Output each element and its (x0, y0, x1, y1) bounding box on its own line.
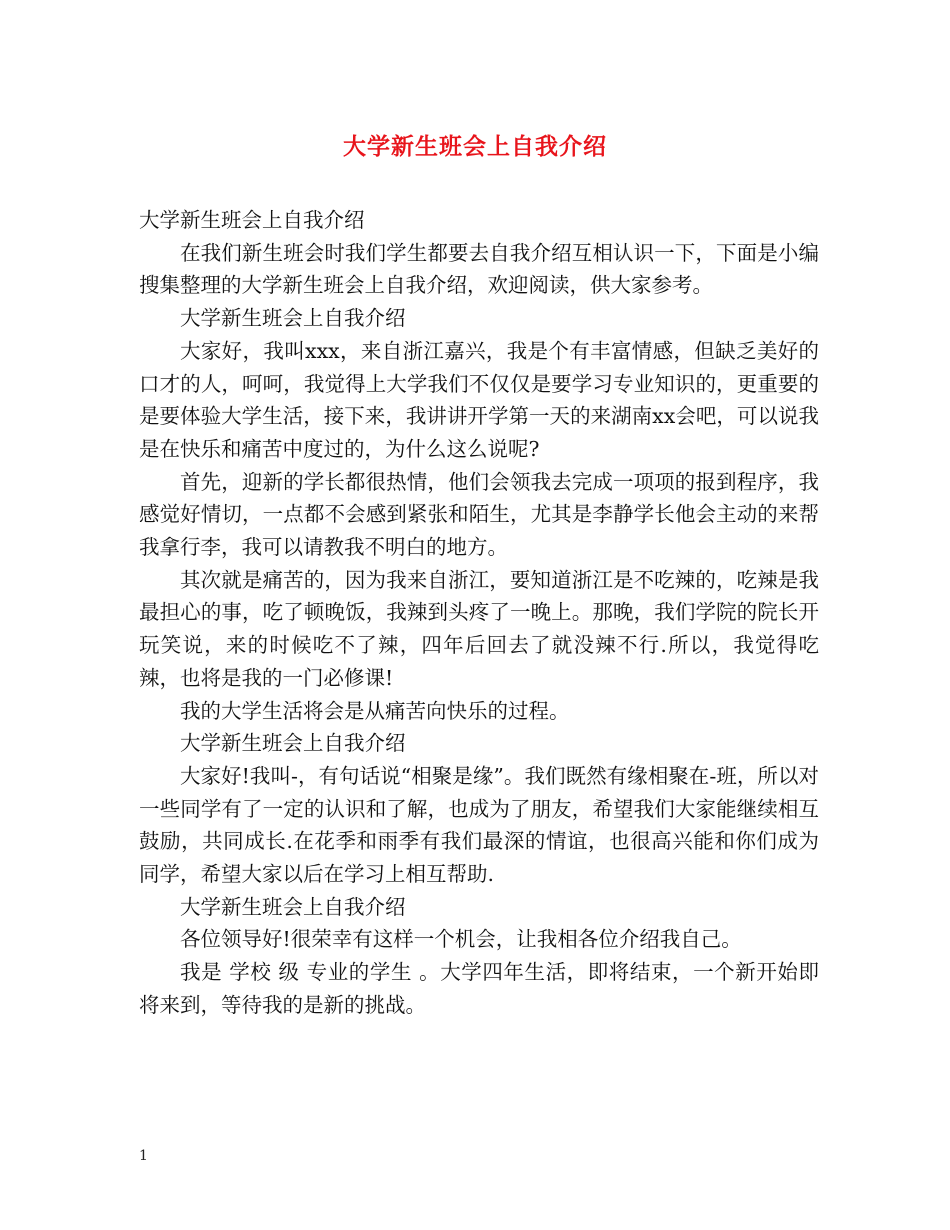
paragraph: 大家好!我叫-，有句话说“相聚是缘”。我们既然有缘相聚在-班，所以对一些同学有了一定的认识和了解，也成为了朋友，希望我们大家能继续相互鼓励，共同成长.在花季和雨季有我们最深的情谊，也很高兴能和你们成为同学，希望大家以后在学习上相互帮助. (139, 763, 819, 887)
paragraph: 首先，迎新的学长都很热情，他们会领我去完成一项项的报到程序，我感觉好情切，一点都不会感到紧张和陌生，尤其是李静学长他会主动的来帮我拿行李，我可以请教我不明白的地方。 (139, 469, 819, 560)
paragraph: 其次就是痛苦的，因为我来自浙江，要知道浙江是不吃辣的，吃辣是我最担心的事，吃了顿晚饭，我辣到头疼了一晚上。那晚，我们学院的院长开玩笑说，来的时候吃不了辣，四年后回去了就没辣不行.所以，我觉得吃辣，也将是我的一门必修课! (139, 567, 819, 690)
paragraph: 大学新生班会上自我介绍 (180, 306, 406, 331)
paragraph: 大学新生班会上自我介绍 (180, 731, 406, 756)
document-body (139, 204, 819, 1022)
paragraph: 在我们新生班会时我们学生都要去自我介绍互相认识一下，下面是小编搜集整理的大学新生班会上自我介绍，欢迎阅读，供大家参考。 (139, 240, 819, 298)
paragraph: 我的大学生活将会是从痛苦向快乐的过程。 (180, 698, 570, 723)
paragraph: 大家好，我叫xxx，来自浙江嘉兴，我是个有丰富情感，但缺乏美好的口才的人，呵呵，我觉得上大学我们不仅仅是要学习专业知识的，更重要的是要体验大学生活，接下来，我讲讲开学第一天的来湖南xx会吧，可以说我是在快乐和痛苦中度过的，为什么这么说呢? (139, 338, 819, 461)
paragraph: 各位领导好!很荣幸有这样一个机会，让我相各位介绍我自己。 (180, 927, 742, 952)
paragraph: 我是 学校 级 专业的学生 。大学四年生活，即将结束，一个新开始即将来到，等待我的是新的挑战。 (139, 960, 819, 1017)
document-title: 大学新生班会上自我介绍 (343, 133, 607, 160)
paragraph: 大学新生班会上自我介绍 (180, 894, 406, 919)
paragraph: 大学新生班会上自我介绍 (139, 208, 365, 232)
page-number: 1 (139, 1148, 148, 1164)
